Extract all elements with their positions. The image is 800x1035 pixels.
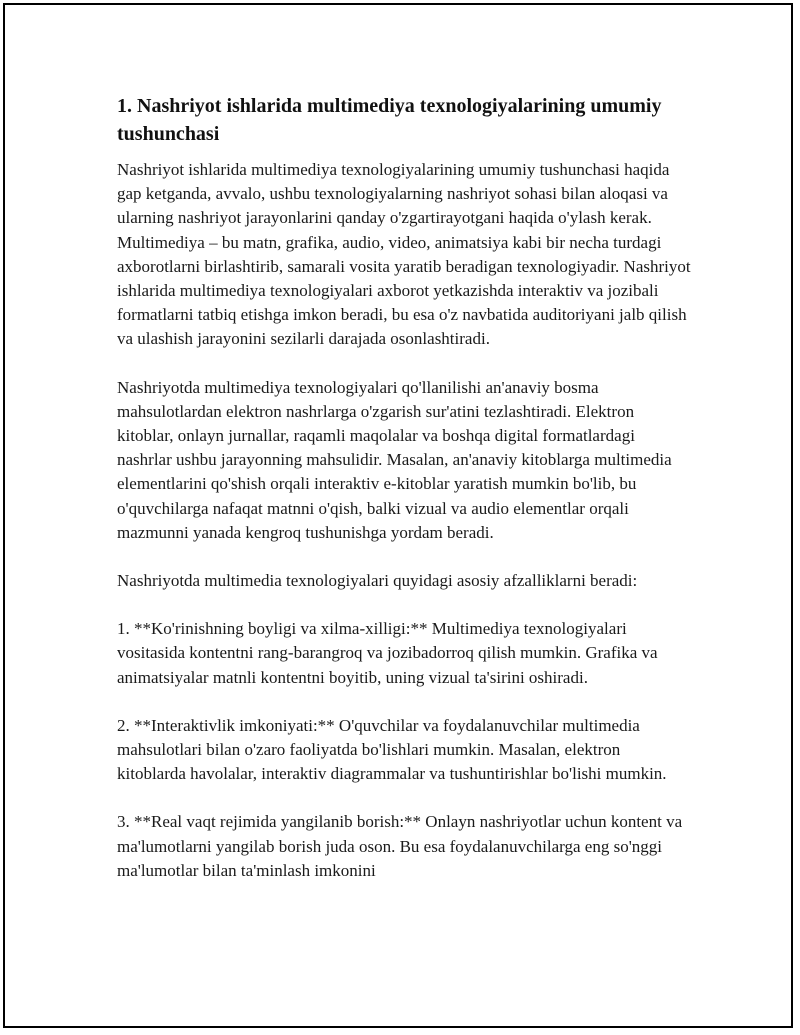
list-item-interactivity: 2. **Interaktivlik imkoniyati:** O'quvchilar va foydalanuvchilar multimedia mahsulotlari bilan o'zaro faoliyatda bo'lishlari mumkin. Masalan, elektron kitoblarda havolalar, interaktiv diagrammalar va tushuntirishlar bo'lishi mumkin. (117, 715, 667, 784)
list-item-real-time-updates: 3. **Real vaqt rejimida yangilanib borish:** Onlayn nashriyotlar uchun kontent va ma'lumotlarni yangilab borish juda oson. Bu esa foydalanuvchilarga eng so'nggi ma'lumotlar bilan ta'minlash imkonini (117, 812, 683, 880)
document-body (117, 92, 692, 907)
list-item-visual-richness: 1. **Ko'rinishning boyligi va xilma-xilligi:** Multimediya texnologiyalari vositasida kontentni rang-barangroq va jozibadorroq qilish mumkin. Grafika va animatsiyalar matnli kontentni boyitib, uning vizual ta'sirini oshiradi. (117, 619, 658, 687)
paragraph-publishing-shift: Nashriyotda multimediya texnologiyalari qo'llanilishi an'anaviy bosma mahsulotlardan elektron nashrlarga o'zgarish sur'atini tezlashtiradi. Elektron kitoblar, onlayn jurnallar, raqamli maqolalar va boshqa digital formatlardagi nashrlar ushbu jarayonning mahsulidir. Masalan, an'anaviy kitoblarga multimedia elementlarini qo'shish orqali interaktiv e-kitoblar yaratish mumkin bo'lib, bu o'quvchilarga nafaqat matnni o'qish, balki vizual va audio elementlar orqali mazmunni yanada kengroq tushunishga yordam beradi. (117, 377, 672, 542)
paragraph-intro: Nashriyot ishlarida multimediya texnologiyalarining umumiy tushunchasi haqida gap ketganda, avvalo, ushbu texnologiyalarning nashriyot sohasi bilan aloqasi va ularning nashriyot jarayonlarini qanday o'zgartirayotgani haqida o'ylash kerak. Multimediya – bu matn, grafika, audio, video, animatsiya kabi bir necha turdagi axborotlarni birlashtirib, samarali vosita yaratib beradigan texnologiyadir. Nashriyot ishlarida multimediya texnologiyalari axborot yetkazishda interaktiv va jozibali formatlarni tatbiq etishga imkon beradi, bu esa o'z navbatida auditoriyani jalb qilish va ulashish jarayonini sezilarli darajada osonlashtiradi. (117, 160, 691, 349)
paragraph-advantages-lead: Nashriyotda multimedia texnologiyalari quyidagi asosiy afzalliklarni beradi: (117, 571, 638, 591)
section-heading: 1. Nashriyot ishlarida multimediya texnologiyalarining umumiy tushunchasi (117, 95, 662, 145)
